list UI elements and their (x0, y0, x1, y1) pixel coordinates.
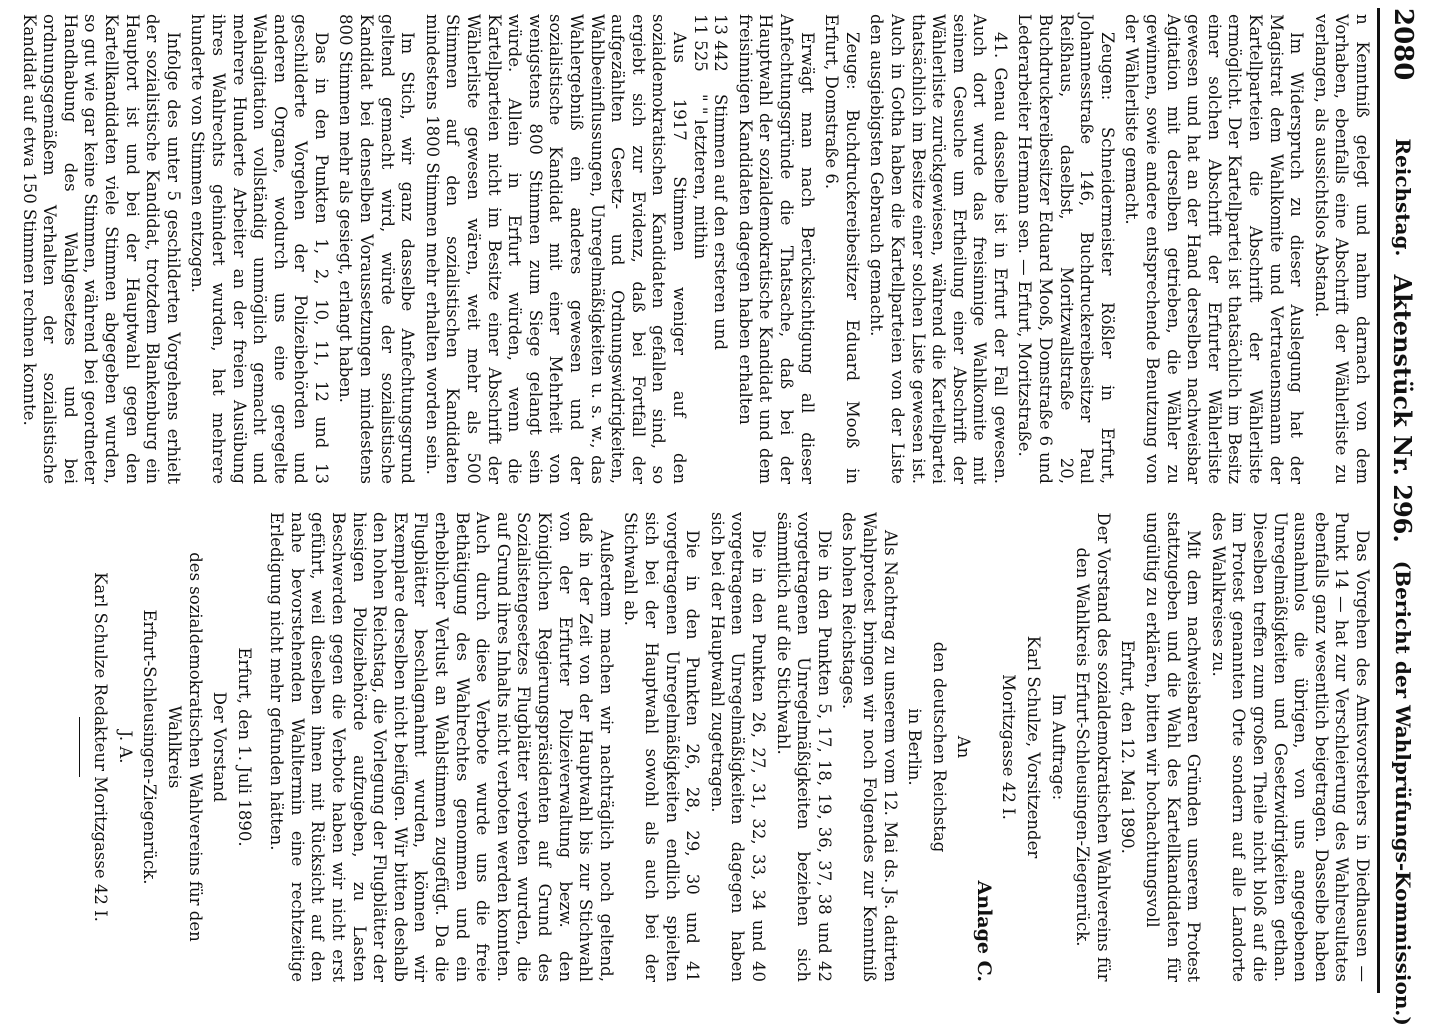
page-number: 2080 (1388, 8, 1418, 81)
vote-count-value: 11 525 (690, 14, 710, 72)
closing-rule (79, 717, 80, 777)
paragraph: n Kenntniß gelegt und nahm darnach von dem Vorhaben, ebenfalls eine Abschrift der Wählerliste zu verlangen, als aussichtslos Abstand. (1311, 14, 1372, 484)
paragraph: Die in den Punkten 5, 17, 18, 19, 36, 37, 38 und 42 vorgetragenen Unregelmäßigkeiten beziehen sich sämmtlich auf die Stichwahl. (773, 512, 834, 982)
paragraph: Erwägt man nach Berücksichtigung all dieser Anfechtungsgründe die Thatsache, daß bei der Hauptwahl der sozialdemokratische Kandidat und dem freisinnigen Kandidaten dagegen haben erhalten (735, 14, 817, 484)
signature-line: J. A. (115, 730, 135, 764)
signature-line: Erfurt-Schleusingen-Ziegenrück. (140, 609, 160, 885)
appendix-title: Anlage C. (972, 880, 995, 982)
report-subtitle: (Bericht der Wahlprüfungs-Kommission.) (1391, 560, 1415, 1026)
signature-organization: Der Vorstand des sozialdemokratischen Wahlvereins für den Wahlkreis Erfurt-Schleusingen-Ziegenrück. (1073, 512, 1113, 982)
header-rule (1377, 8, 1380, 993)
paragraph: 41. Genau dasselbe ist in Erfurt der Fall gewesen. Auch dort wurde das freisinnige Wahlkomite mit seinem Gesuche um Ertheilung einer Abschrift der Wählerliste zurückgewiesen, während die Kartellpartei thatsächlich im Besitze einer solchen Liste gewesen ist. Auch in Gotha haben die Kartellparteien von der Liste den ausgiebigsten Gebrauch gemacht. (867, 14, 1010, 484)
address-line: in Berlin. (905, 708, 925, 786)
place-date: Erfurt, den 12. Mai 1890. (1118, 640, 1138, 854)
paragraph: Zeugen: Schneidermeister Rößler in Erfurt, Johannesstraße 146, Buchdruckereibesitzer Paul Reißhaus, daselbst, Moritzwallstraße 20, Buchdruckereibesitzer Eduard Mooß, Domstraße 6 und Lederarbeiter Hermann sen. — Erfurt, Moritzstraße. (1015, 14, 1117, 484)
right-column (69, 512, 1372, 982)
issue-title: Aktenstück Nr. 296. (1388, 274, 1418, 543)
signature-address: Moritzgasse 42 I. (999, 674, 1019, 820)
paragraph: Das Vorgehen des Amtsvorstehers in Diedhausen — Punkt 14 — hat zur Verschleierung des Wahlresultates ebenfalls ganz wesentlich beigetragen. Dasselbe haben ausnahmlos die übrigen, von uns angegebenen Unregelmäßigkeiten und Gesetzwidrigkeiten gethan. Dieselben treffen zum großen Theile nicht bloß auf die im Protest genannten Orte sondern auf alle Landorte des Wahlkreises zu. (1208, 512, 1372, 982)
page-header (1382, 8, 1424, 1026)
signature-name: Karl Schulze, Vorsitzender (1024, 635, 1044, 859)
paragraph: Im Widerspruch zu dieser Auslegung hat der Magistrat dem Wahlkomite und Vertrauensmann der Kartellparteien die Abschrift der Wählerliste ermöglicht. Der Kartellpartei ist thatsächlich im Besitz einer solchen Abschrift der Erfurter Wählerliste gewesen und hat an der Hand derselben nachweisbar Agitation mit derselben getrieben, die Wähler zu gewinnen, sowie andere entsprechende Benutzung von der Wählerliste gemacht. (1122, 14, 1307, 484)
paragraph: Die in den Punkten 26, 27, 31, 32, 33, 34 und 40 vorgetragenen Unregelmäßigkeiten dagegen haben sich bei der Hauptwahl zugetragen. (707, 512, 768, 982)
signature-on-behalf: Im Auftrage: (1048, 693, 1068, 801)
address-line: An (954, 735, 974, 759)
vote-count-text: " " letzteren, mithin (690, 94, 710, 260)
section-title: Reichstag. (1391, 138, 1415, 257)
paragraph: Infolge des unter 5 geschilderten Vorgehens erhielt der sozialistische Kandidat, trotzdem Blankenburg ein Hauptort ist und bei der Hauptwahl gegen den Kartellkandidaten viele Stimmen abgegeben wurden, so gut wie gar keine Stimmen, während bei geordneter Handhabung des Wahlgesetzes und bei ordnungsgemäßem Verhalten der sozialistische Kandidat auf etwa 150 Stimmen rechnen konnte. (19, 14, 183, 484)
vote-counts (689, 14, 730, 484)
paragraph: Im Stich, wir ganz dasselbe Anfechtungsgrund geltend gemacht wird, würde der sozialistische Kandidat bei denselben Voraussetzungen mindestens 800 Stimmen mehr als gesiegt, erlangt haben. (336, 14, 418, 484)
paragraph: Das in den Punkten 1, 2, 10, 11, 12 und 13 geschilderte Vorgehen der Polizeibehörden und anderen Organe, wodurch uns eine geregelte Wahlagitation vollständig unmöglich gemacht und mehrere Hunderte Arbeiter an der freien Ausübung ihres Wahlrechts gehindert wurden, hat mehrere hunderte von Stimmen entzogen. (188, 14, 331, 484)
paragraph: Mit dem nachweisbaren Gründen unserem Protest stattzugeben und die Wahl des Kartellkandidaten für ungültig zu erklären, bitten wir hochachtungsvoll (1143, 512, 1204, 982)
paragraph: Als Nachtrag zu unserem vom 12. Mai ds. Js. datirten Wahlprotest bringen wir noch Folgendes zur Kenntniß des hohen Reichstages. (839, 512, 900, 982)
paragraph: Außerdem machen wir nachträglich noch geltend, daß in der Zeit von der Hauptwahl bis zur Stichwahl von der Erfurter Polizeiverwaltung bezw. den Königlichen Regierungspräsidenten auf Grund des Sozialistengesetzes Flugblätter verboten wurden, die auf Grund ihres Inhalts nicht verboten werden konnten. Auch durch diese Verbote wurde uns die freie Bethätigung des Wahlrechtes genommen und ein erheblicher Verlust an Wahlstimmen zugefügt. Da die Flugblätter beschlagnahmt wurden, können wir Exemplare derselben nicht beifügen. Wir bitten deshalb den hohen Reichstag, die Vorlegung der Flugblätter der hiesigen Polizeibehörde aufzugeben, zu Lasten Beschwerden gegen die Verbote haben wir nicht erst geführt, weil dieselben ihnen mit Rücksicht auf den nahe bevorstehenden Wahltermin eine rechtzeitige Erledigung nicht mehr gefunden hätten. (267, 512, 616, 982)
left-column (14, 14, 1372, 484)
signature-line: Karl Schulze Redakteur Moritzgasse 42 I. (91, 572, 111, 922)
place-date: Erfurt, den 1. Juli 1890. (234, 647, 254, 847)
signature-line: Der Vorstand (210, 691, 230, 803)
signature-line: des sozialdemokratischen Wahlvereins für den Wahlkreis (164, 552, 205, 942)
paragraph: Zeuge: Buchdruckereibesitzer Eduard Mooß in Erfurt, Domstraße 6. (822, 14, 862, 484)
vote-count-value: 13 442 (711, 14, 731, 72)
address-line: den deutschen Reichstag (929, 641, 949, 853)
vote-count-text: Stimmen auf den ersteren und (711, 94, 731, 351)
paragraph: Die in den Punkten 26, 28, 29, 30 und 41 vorgetragenen Unregelmäßigkeiten endlich spielten sich bei der Hauptwahl sowohl als auch bei der Stichwahl ab. (621, 512, 703, 982)
paragraph: Aus 1917 Stimmen weniger auf den sozialdemokratischen Kandidaten gefallen sind, so ergiebt sich zur Evidenz, daß bei Fortfall der aufgezählten Gesetz- und Ordnungswidrigkeiten, Wahlbeeinflussungen, Unregelmäßigkeiten u. s. w., das Wahlergebniß ein anderes gewesen und der sozialistische Kandidat mit einer Mehrheit von wenigstens 800 Stimmen zum Siege gelangt sein würde. Allein in Erfurt würden, wenn die Kartellparteien nicht im Besitze einer Abschrift der Wählerliste gewesen wären, weit mehr als 500 Stimmen auf den sozialistischen Kandidaten mindestens 1800 Stimmen mehr erhalten worden sein. (422, 14, 689, 484)
